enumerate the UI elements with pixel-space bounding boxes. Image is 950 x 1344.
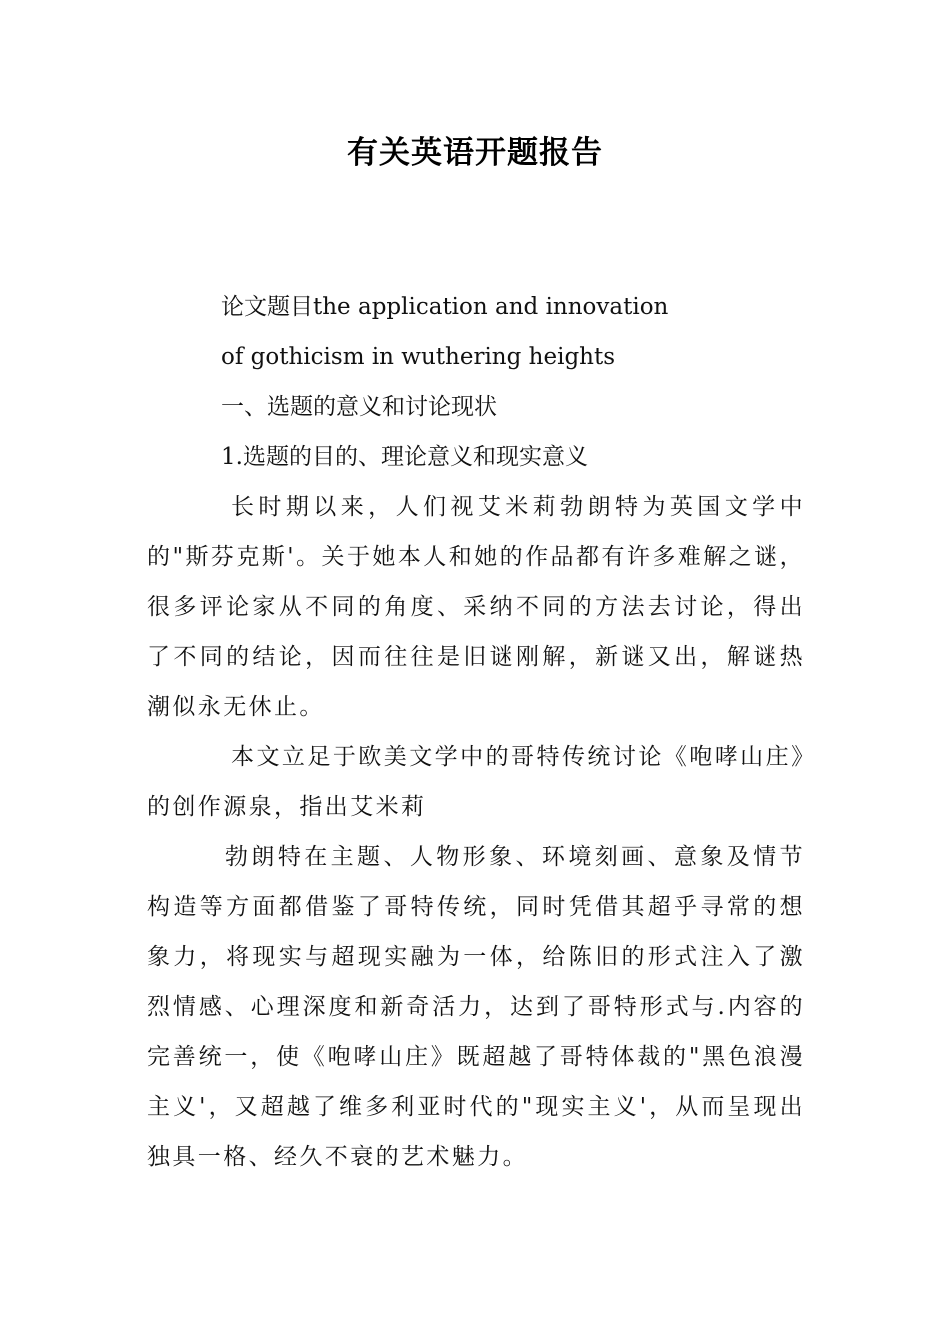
thesis-title-line-1: 论文题目the application and innovation (221, 294, 669, 320)
document-title: 有关英语开题报告 (347, 135, 603, 171)
paragraph-3: 勃朗特在主题、人物形象、环境刻画、意象及情节构造等方面都借鉴了哥特传统，同时凭借其超乎寻常的想象力，将现实与超现实融为一体，给陈旧的形式注入了激烈情感、心理深度和新奇活力，达到了哥特形式与.内容的完善统一，使《咆哮山庄》既超越了哥特体裁的"黑色浪漫主义'，又超越了维多利亚时代的"现实主义'，从而呈现出独具一格、经久不衰的艺术魅力。 (147, 844, 805, 1170)
paragraph-1: 长时期以来，人们视艾米莉勃朗特为英国文学中的"斯芬克斯'。关于她本人和她的作品都有许多难解之谜，很多评论家从不同的角度、采纳不同的方法去讨论，得出了不同的结论，因而往往是旧谜刚解，新谜又出，解谜热潮似永无休止。 (147, 494, 805, 720)
thesis-title-line-2: of gothicism in wuthering heights (221, 344, 616, 370)
document-body (147, 282, 805, 482)
section-heading: 一、选题的意义和讨论现状 (221, 394, 497, 420)
subsection-heading: 1.选题的目的、理论意义和现实意义 (221, 444, 588, 470)
paragraph-2: 本文立足于欧美文学中的哥特传统讨论《咆哮山庄》的创作源泉，指出艾米莉 (147, 744, 805, 820)
